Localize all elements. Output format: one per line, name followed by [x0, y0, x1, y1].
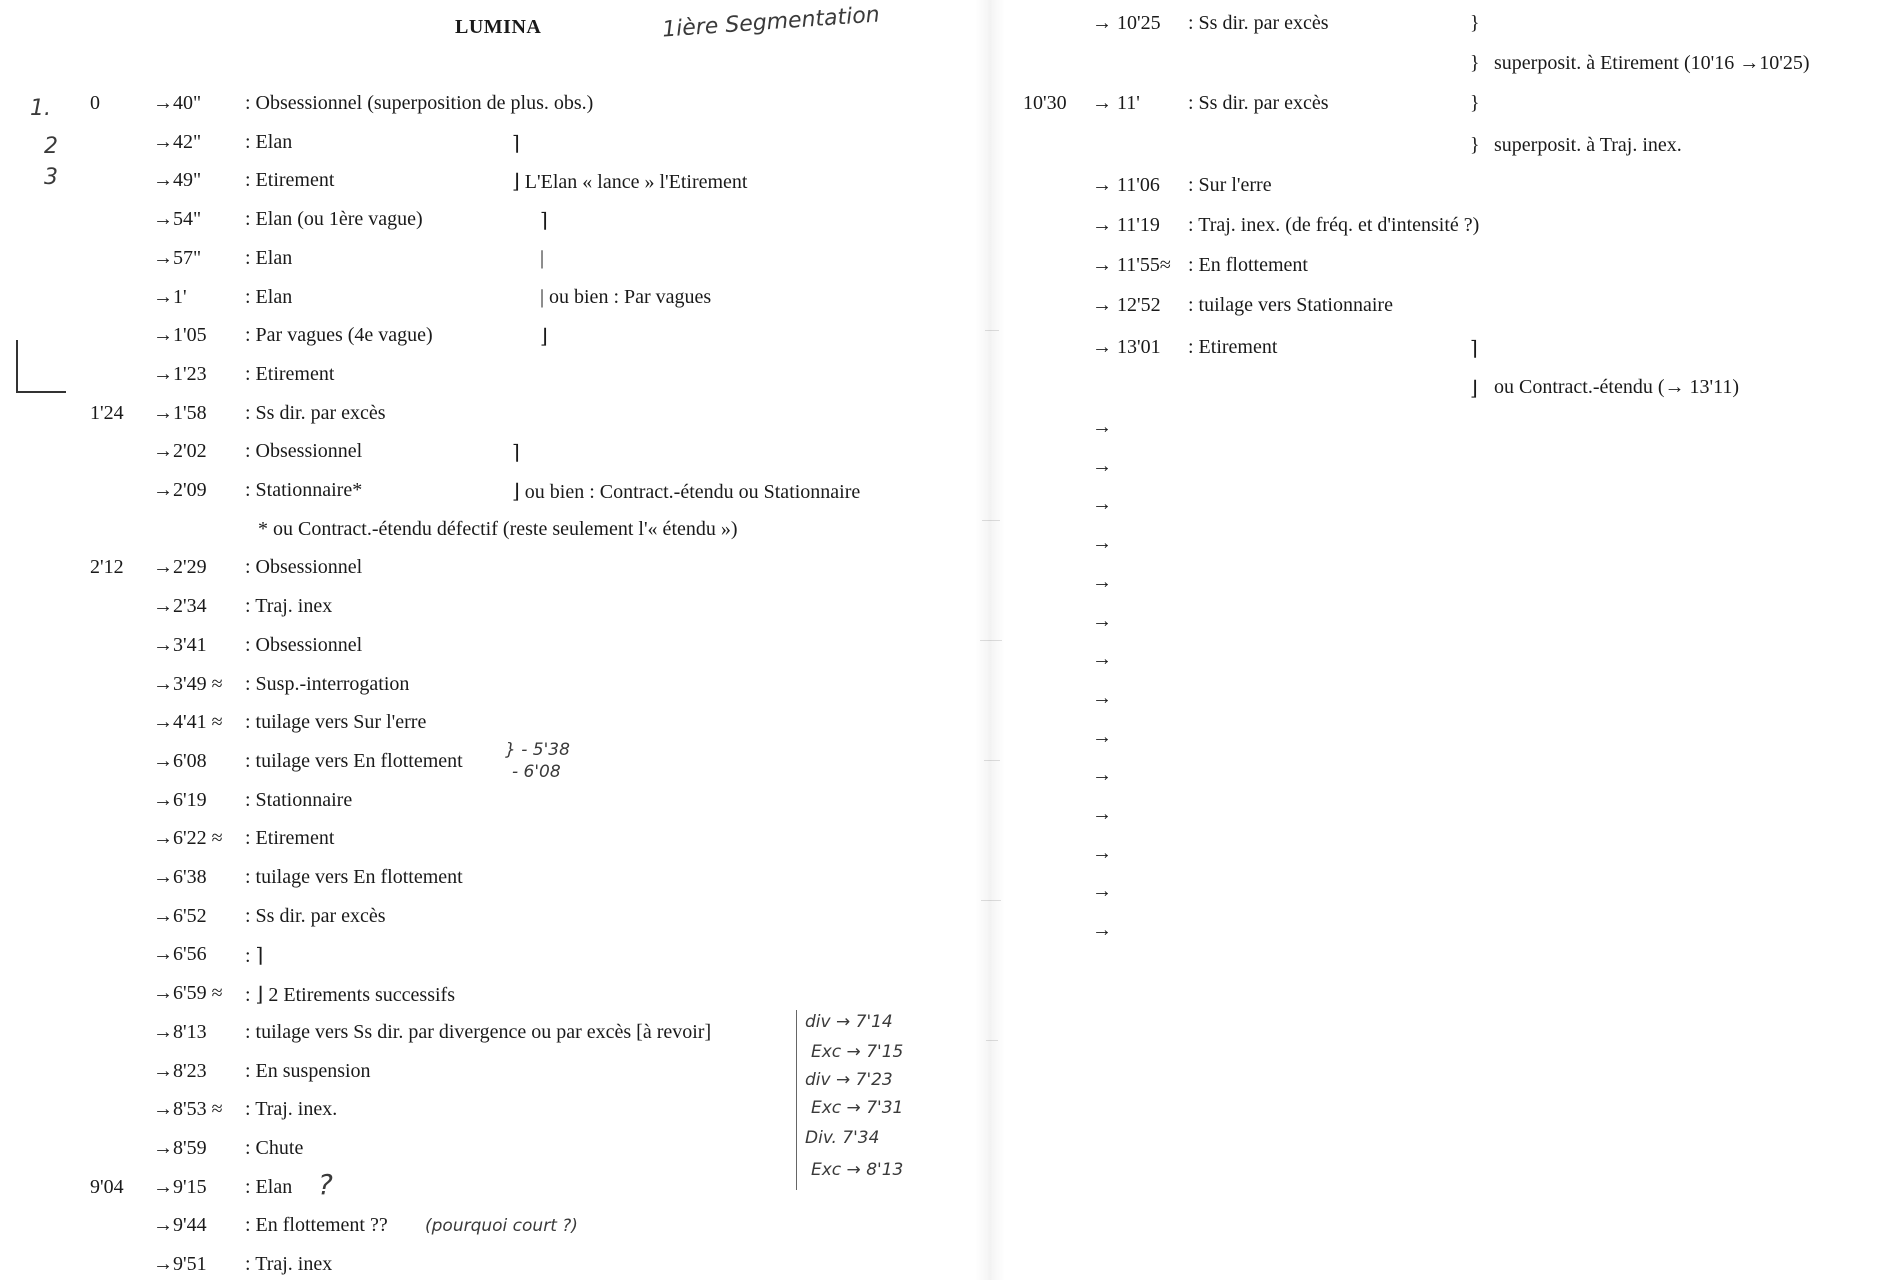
empty-arrow: →	[1092, 726, 1112, 748]
bracket-note: ⌋	[540, 326, 548, 348]
empty-arrow: →	[1092, 764, 1112, 786]
bracket-note: ⌉	[540, 210, 548, 232]
handwritten-note-608: - 6'08	[512, 762, 561, 782]
time-arrow: →6'56	[153, 943, 207, 965]
time-arrow: →9'44	[153, 1214, 207, 1236]
empty-arrow: →	[1092, 493, 1112, 515]
time-arrow: →2'29	[153, 556, 207, 578]
category-label: : Elan	[245, 1176, 293, 1198]
category-label: : tuilage vers En flottement	[245, 750, 463, 772]
margin-bracket-horizontal	[16, 391, 66, 393]
margin-number-3: 3	[44, 165, 58, 190]
bracket-note: superposit. à Traj. inex.	[1494, 134, 1682, 156]
handwritten-div-entry: Div. 7'34	[805, 1128, 880, 1148]
time-arrow: → 11'19	[1092, 214, 1160, 236]
time-arrow: →6'52	[153, 905, 207, 927]
empty-arrow: →	[1092, 571, 1112, 593]
bracket-note: ⌋ ou bien : Contract.-étendu ou Stationnaire	[512, 481, 861, 503]
empty-arrow: →	[1092, 687, 1112, 709]
time-arrow: →6'59 ≈	[153, 982, 223, 1004]
category-label: : Ss dir. par excès	[245, 905, 386, 927]
category-label: : Obsessionnel (superposition de plus. obs.)	[245, 92, 594, 114]
bracket-note: |	[540, 247, 545, 269]
empty-arrow: →	[1092, 919, 1112, 941]
document-title: LUMINA	[455, 16, 542, 38]
time-arrow: →8'53 ≈	[153, 1098, 223, 1120]
category-label: : Par vagues (4e vague)	[245, 324, 433, 346]
category-label: : ⌉	[245, 945, 264, 967]
category-label: : Etirement	[1188, 336, 1278, 358]
brace: }	[1470, 52, 1480, 74]
time-arrow: →8'59	[153, 1137, 207, 1159]
time-arrow: →1'05	[153, 324, 207, 346]
bracket-note: ou Contract.-étendu (→ 13'11)	[1494, 376, 1740, 398]
time-arrow: →57"	[153, 247, 202, 269]
category-label: : Stationnaire*	[245, 479, 363, 501]
time-arrow: →6'22 ≈	[153, 827, 223, 849]
category-label: : Ss dir. par excès	[245, 402, 386, 424]
category-label: : Obsessionnel	[245, 634, 363, 656]
category-label: : Etirement	[245, 827, 335, 849]
time-arrow: →2'09	[153, 479, 207, 501]
time-arrow: →2'34	[153, 595, 207, 617]
time-arrow: → 11'55≈	[1092, 254, 1171, 276]
margin-bracket-vertical	[16, 340, 18, 392]
handwritten-div-entry: Exc → 8'13	[811, 1160, 904, 1180]
time-arrow: →6'19	[153, 789, 207, 811]
margin-number-1: 1.	[30, 96, 51, 121]
segment-start: 9'04	[90, 1176, 124, 1198]
category-label: : tuilage vers En flottement	[245, 866, 463, 888]
brace: ⌋	[1470, 378, 1478, 400]
handwritten-bracket	[796, 1010, 797, 1190]
category-label: : Elan	[245, 247, 293, 269]
brace: }	[1470, 134, 1480, 156]
category-label: : tuilage vers Sur l'erre	[245, 711, 427, 733]
segment-start: 0	[90, 92, 100, 114]
time-arrow: →1'23	[153, 363, 207, 385]
category-label: : Traj. inex	[245, 1253, 333, 1275]
category-label: : Traj. inex	[245, 595, 333, 617]
margin-number-2: 2	[44, 134, 58, 159]
category-label: : Chute	[245, 1137, 304, 1159]
category-label: : Susp.-interrogation	[245, 673, 410, 695]
category-label: : Traj. inex.	[245, 1098, 338, 1120]
bracket-note: | ou bien : Par vagues	[540, 286, 712, 308]
category-label: : Ss dir. par excès	[1188, 12, 1329, 34]
category-label: : En flottement ??	[245, 1214, 388, 1236]
empty-arrow: →	[1092, 455, 1112, 477]
handwritten-note-538: } - 5'38	[505, 740, 570, 760]
handwritten-div-entry: Exc → 7'31	[811, 1098, 904, 1118]
category-label: : Obsessionnel	[245, 440, 363, 462]
time-arrow: →49"	[153, 169, 202, 191]
time-arrow: →3'49 ≈	[153, 673, 223, 695]
empty-arrow: →	[1092, 416, 1112, 438]
category-label: : Stationnaire	[245, 789, 353, 811]
category-label: : Etirement	[245, 363, 335, 385]
time-arrow: →1'	[153, 286, 187, 308]
time-arrow: →9'51	[153, 1253, 207, 1275]
empty-arrow: →	[1092, 532, 1112, 554]
time-arrow: →8'23	[153, 1060, 207, 1082]
handwritten-note-pourquoi: (pourquoi court ?)	[425, 1216, 578, 1236]
time-arrow: →54"	[153, 208, 202, 230]
category-label: : En flottement	[1188, 254, 1308, 276]
time-arrow: → 12'52	[1092, 294, 1161, 316]
handwritten-div-entry: div → 7'14	[805, 1012, 893, 1032]
category-label: : ⌋ 2 Etirements successifs	[245, 984, 455, 1006]
time-arrow: →9'15	[153, 1176, 207, 1198]
time-arrow: →40"	[153, 92, 202, 114]
time-arrow: →6'38	[153, 866, 207, 888]
time-arrow: →42"	[153, 131, 202, 153]
bracket-note: ⌋ L'Elan « lance » l'Etirement	[512, 171, 748, 193]
time-arrow: →6'08	[153, 750, 207, 772]
time-arrow: →2'02	[153, 440, 207, 462]
segment-start: 10'30	[1023, 92, 1067, 114]
handwritten-question-mark: ?	[318, 1168, 333, 1201]
empty-arrow: →	[1092, 803, 1112, 825]
category-label: : Obsessionnel	[245, 556, 363, 578]
category-label: : tuilage vers Stationnaire	[1188, 294, 1393, 316]
time-arrow: → 11'	[1092, 92, 1140, 114]
brace: }	[1470, 12, 1480, 34]
category-label: : En suspension	[245, 1060, 371, 1082]
segment-start: 1'24	[90, 402, 124, 424]
time-arrow: →1'58	[153, 402, 207, 424]
bracket-note: ⌉	[512, 133, 520, 155]
brace: }	[1470, 92, 1480, 114]
category-label: : Traj. inex. (de fréq. et d'intensité ?)	[1188, 214, 1480, 236]
time-arrow: →8'13	[153, 1021, 207, 1043]
time-arrow: →3'41	[153, 634, 207, 656]
handwritten-div-entry: div → 7'23	[805, 1070, 893, 1090]
category-label: : tuilage vers Ss dir. par divergence ou par excès [à revoir]	[245, 1021, 712, 1043]
category-label: : Etirement	[245, 169, 335, 191]
empty-arrow: →	[1092, 648, 1112, 670]
empty-arrow: →	[1092, 610, 1112, 632]
bracket-note: superposit. à Etirement (10'16 →10'25)	[1494, 52, 1810, 74]
segment-start: 2'12	[90, 556, 124, 578]
category-label: : Elan	[245, 131, 293, 153]
category-label: : Elan (ou 1ère vague)	[245, 208, 423, 230]
time-arrow: → 11'06	[1092, 174, 1160, 196]
category-label: : Ss dir. par excès	[1188, 92, 1329, 114]
category-label: * ou Contract.-étendu défectif (reste seulement l'« étendu »)	[258, 518, 738, 540]
bracket-note: ⌉	[512, 442, 520, 464]
handwritten-note-segmentation: 1ière Segmentation	[661, 2, 881, 43]
empty-arrow: →	[1092, 842, 1112, 864]
empty-arrow: →	[1092, 880, 1112, 902]
category-label: : Sur l'erre	[1188, 174, 1272, 196]
category-label: : Elan	[245, 286, 293, 308]
time-arrow: → 10'25	[1092, 12, 1161, 34]
time-arrow: →4'41 ≈	[153, 711, 223, 733]
handwritten-div-entry: Exc → 7'15	[811, 1042, 904, 1062]
brace: ⌉	[1470, 338, 1478, 360]
time-arrow: → 13'01	[1092, 336, 1161, 358]
